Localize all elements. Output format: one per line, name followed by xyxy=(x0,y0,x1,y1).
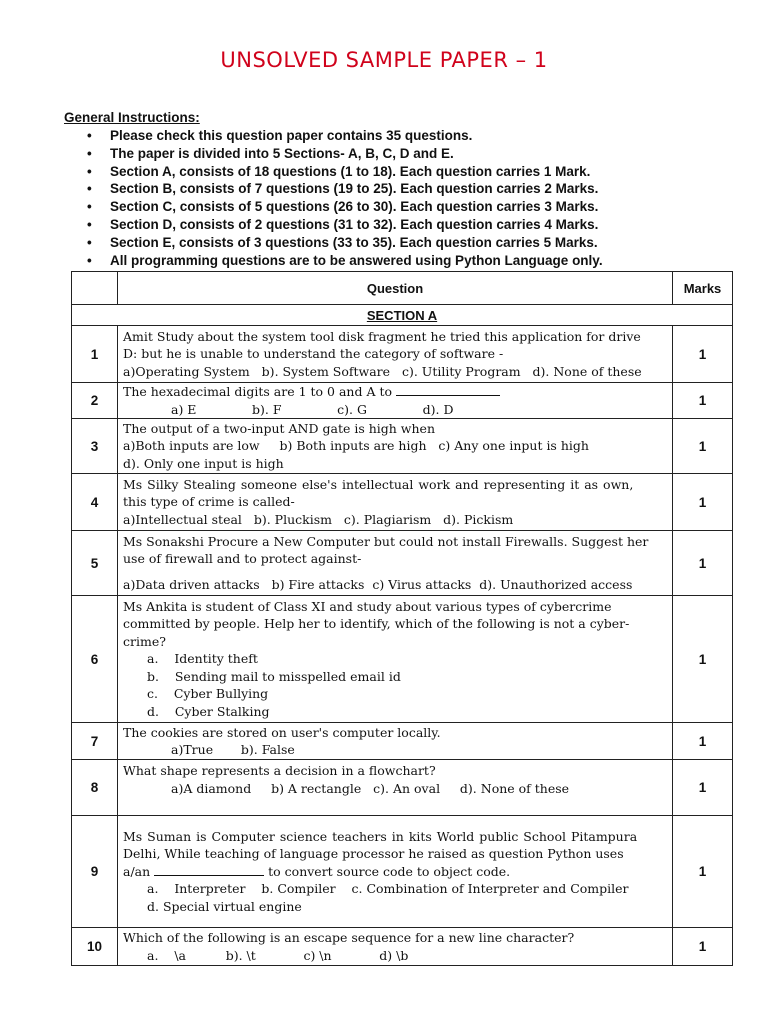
instruction-item: • Section E, consists of 3 questions (33 to 35). Each question carries 5 Marks. xyxy=(87,234,598,250)
table-row xyxy=(72,928,733,966)
question-text: The cookies are stored on user's computer locally. a)True b). False xyxy=(118,723,673,760)
bullet-icon: • xyxy=(87,128,92,143)
table-row xyxy=(72,326,733,383)
question-table xyxy=(71,271,733,966)
bullet-icon: • xyxy=(87,234,92,250)
header-marks: Marks xyxy=(673,272,733,305)
question-text: The output of a two-input AND gate is high when a)Both inputs are low b) Both inputs are high c) Any one input is high d). Only one input is high xyxy=(118,419,673,474)
instruction-item: • Section D, consists of 2 questions (31 to 32). Each question carries 4 Marks. xyxy=(87,216,599,232)
question-number: 3 xyxy=(72,419,118,474)
table-row xyxy=(72,723,733,760)
question-number: 2 xyxy=(72,383,118,419)
question-marks: 1 xyxy=(673,816,733,928)
table-row xyxy=(72,419,733,474)
section-row xyxy=(72,305,733,326)
option-d: d. Special virtual engine xyxy=(147,898,302,914)
options-line: a. Interpreter b. Compiler c. Combination of Interpreter and Compiler xyxy=(147,881,629,897)
instruction-item: • All programming questions are to be answered using Python Language only. xyxy=(87,252,603,268)
paper-title: UNSOLVED SAMPLE PAPER – 1 xyxy=(220,48,548,72)
question-marks: 1 xyxy=(673,760,733,816)
bullet-icon: • xyxy=(87,145,92,161)
table-header-row xyxy=(72,272,733,305)
section-title: SECTION A xyxy=(72,305,733,326)
table-row xyxy=(72,383,733,419)
table-row xyxy=(72,760,733,816)
question-text: Amit Study about the system tool disk fragment he tried this application for drive D: but he is unable to understand the category of software - a)Operating System b). System Software c). Utility Program d). None of these xyxy=(118,326,673,383)
bullet-icon: • xyxy=(87,216,92,232)
option-c: c. Cyber Bullying xyxy=(147,686,269,702)
question-number: 8 xyxy=(72,760,118,816)
question-marks: 1 xyxy=(673,474,733,531)
table-row xyxy=(72,816,733,928)
instructions-heading: General Instructions: xyxy=(64,110,200,125)
header-number-cell xyxy=(72,272,118,305)
question-marks: 1 xyxy=(673,928,733,966)
instruction-item: • Section A, consists of 18 questions (1 to 18). Each question carries 1 Mark. xyxy=(87,163,591,179)
question-text: Ms Ankita is student of Class XI and study about various types of cybercrime committed by people. Help her to identify, which of the following is not a cyber- crime? a. Identity theft b. Sending mail to misspelled email id c. Cyber Bullying d. Cyber Stalking xyxy=(118,596,673,723)
question-marks: 1 xyxy=(673,383,733,419)
instruction-item: • Section C, consists of 5 questions (26 to 30). Each question carries 3 Marks. xyxy=(87,199,599,215)
instruction-item: • Please check this question paper contains 35 questions. xyxy=(87,128,473,143)
question-marks: 1 xyxy=(673,531,733,596)
instruction-item: • The paper is divided into 5 Sections- A, B, C, D and E. xyxy=(87,145,454,161)
table-row xyxy=(72,596,733,723)
question-number: 1 xyxy=(72,326,118,383)
question-text: What shape represents a decision in a flowchart? a)A diamond b) A rectangle c). An oval d). None of these xyxy=(118,760,673,816)
bullet-icon: • xyxy=(87,199,92,215)
option-b: b. Sending mail to misspelled email id xyxy=(147,668,401,684)
question-text: Which of the following is an escape sequence for a new line character? a. \a b). \t c) \n d) \b xyxy=(118,928,673,966)
question-marks: 1 xyxy=(673,723,733,760)
question-marks: 1 xyxy=(673,596,733,723)
question-number: 4 xyxy=(72,474,118,531)
question-number: 9 xyxy=(72,816,118,928)
question-number: 5 xyxy=(72,531,118,596)
question-number: 10 xyxy=(72,928,118,966)
question-marks: 1 xyxy=(673,419,733,474)
question-number: 6 xyxy=(72,596,118,723)
question-marks: 1 xyxy=(673,326,733,383)
bullet-icon: • xyxy=(87,163,92,179)
question-text: Ms Suman is Computer science teachers in kits World public School Pitampura Delhi, While teaching of language processor he raised as question Python uses a/an to convert source code to object code. a. Interpreter b. Compiler c. Combination of Interpreter and Compiler d. Special virtual engine xyxy=(118,816,673,928)
question-number: 7 xyxy=(72,723,118,760)
table-row xyxy=(72,474,733,531)
question-text: Ms Silky Stealing someone else's intellectual work and representing it as own, this type of crime is called- a)Intellectual steal b). Pluckism c). Plagiarism d). Pickism xyxy=(118,474,673,531)
answer-blank xyxy=(154,865,264,876)
instructions-list xyxy=(64,127,603,269)
question-text: The hexadecimal digits are 1 to 0 and A to a) E b). F c). G d). D xyxy=(118,383,673,419)
option-a: a. Identity theft xyxy=(147,651,258,667)
instruction-item: • Section B, consists of 7 questions (19 to 25). Each question carries 2 Marks. xyxy=(87,181,599,197)
answer-blank xyxy=(396,385,500,396)
bullet-icon: • xyxy=(87,181,92,197)
bullet-icon: • xyxy=(87,252,92,268)
question-text: Ms Sonakshi Procure a New Computer but could not install Firewalls. Suggest her use of firewall and to protect against- a)Data driven attacks b) Fire attacks c) Virus attacks d). Unauthorized access xyxy=(118,531,673,596)
option-d: d. Cyber Stalking xyxy=(147,703,270,719)
table-row xyxy=(72,531,733,596)
header-question: Question xyxy=(118,272,673,305)
